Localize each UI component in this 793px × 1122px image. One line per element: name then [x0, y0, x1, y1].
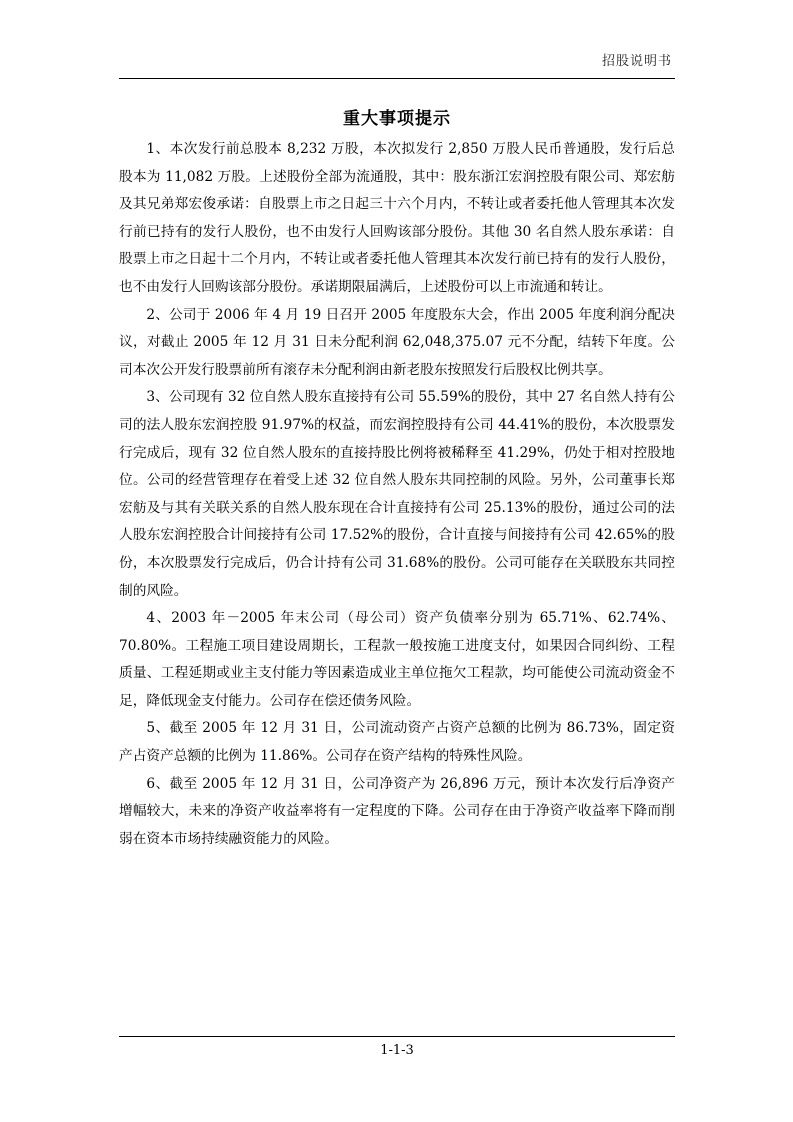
paragraph-4: 4、2003 年－2005 年末公司（母公司）资产负债率分别为 65.71%、62.74%、70.80%。工程施工项目建设周期长，工程款一般按施工进度支付，如果因合同纠纷、工程质量、工程延期或业主支付能力等因素造成业主单位拖欠工程款，均可能使公司流动资金不足，降低现金支付能力。公司存在偿还债务风险。: [119, 610, 675, 709]
paragraph-3: 3、公司现有 32 位自然人股东直接持有公司 55.59%的股份，其中 27 名自然人持有公司的法人股东宏润控股 91.97%的权益，而宏润控股持有公司 44.41%的股份，本次股票发行完成后，现有 32 位自然人股东的直接持股比例将被稀释至 41.29%，仍处于相对控股地位。公司的经营管理存在着受上述 32 位自然人股东共同控制的风险。另外，公司董事长郑宏舫及与其有关联关系的自然人股东现在合计直接持有公司 25.13%的股份，通过公司的法人股东宏润控股合计间接持有公司 17.52%的股份，合计直接与间接持有公司 42.65%的股份，本次股票发行完成后，仍合计持有公司 31.68%的股份。公司可能存在关联股东共同控制的风险。: [119, 389, 675, 599]
paragraph-6: 6、截至 2005 年 12 月 31 日，公司净资产为 26,896 万元，预计本次发行后净资产增幅较大，未来的净资产收益率将有一定程度的下降。公司存在由于净资产收益率下降而削弱在资本市场持续融资能力的风险。: [119, 775, 675, 847]
paragraph-2: 2、公司于 2006 年 4 月 19 日召开 2005 年度股东大会，作出 2005 年度利润分配决议，对截止 2005 年 12 月 31 日未分配利润 62,048,375.07 元不分配，结转下年度。公司本次公开发行股票前所有滚存未分配利润由新老股东按照发行后股权比例共享。: [119, 306, 675, 378]
page-title: 重大事项提示: [343, 109, 451, 129]
footer-divider: [119, 1036, 675, 1037]
document-body: [119, 136, 675, 853]
document-header-label: 招股说明书: [601, 54, 672, 69]
paragraph-5: 5、截至 2005 年 12 月 31 日，公司流动资产占资产总额的比例为 86.73%，固定资产占资产总额的比例为 11.86%。公司存在资产结构的特殊性风险。: [119, 720, 675, 765]
header-divider: [119, 78, 675, 79]
page-number: 1-1-3: [380, 1043, 414, 1058]
paragraph-1: 1、本次发行前总股本 8,232 万股，本次拟发行 2,850 万股人民币普通股，发行后总股本为 11,082 万股。上述股份全部为流通股，其中：股东浙江宏润控股有限公司、郑宏舫及其兄弟郑宏俊承诺：自股票上市之日起三十六个月内，不转让或者委托他人管理其本次发行前已持有的发行人股份，也不由发行人回购该部分股份。其他 30 名自然人股东承诺：自股票上市之日起十二个月内，不转让或者委托他人管理其本次发行前已持有的发行人股份，也不由发行人回购该部分股份。承诺期限届满后，上述股份可以上市流通和转让。: [119, 141, 675, 295]
